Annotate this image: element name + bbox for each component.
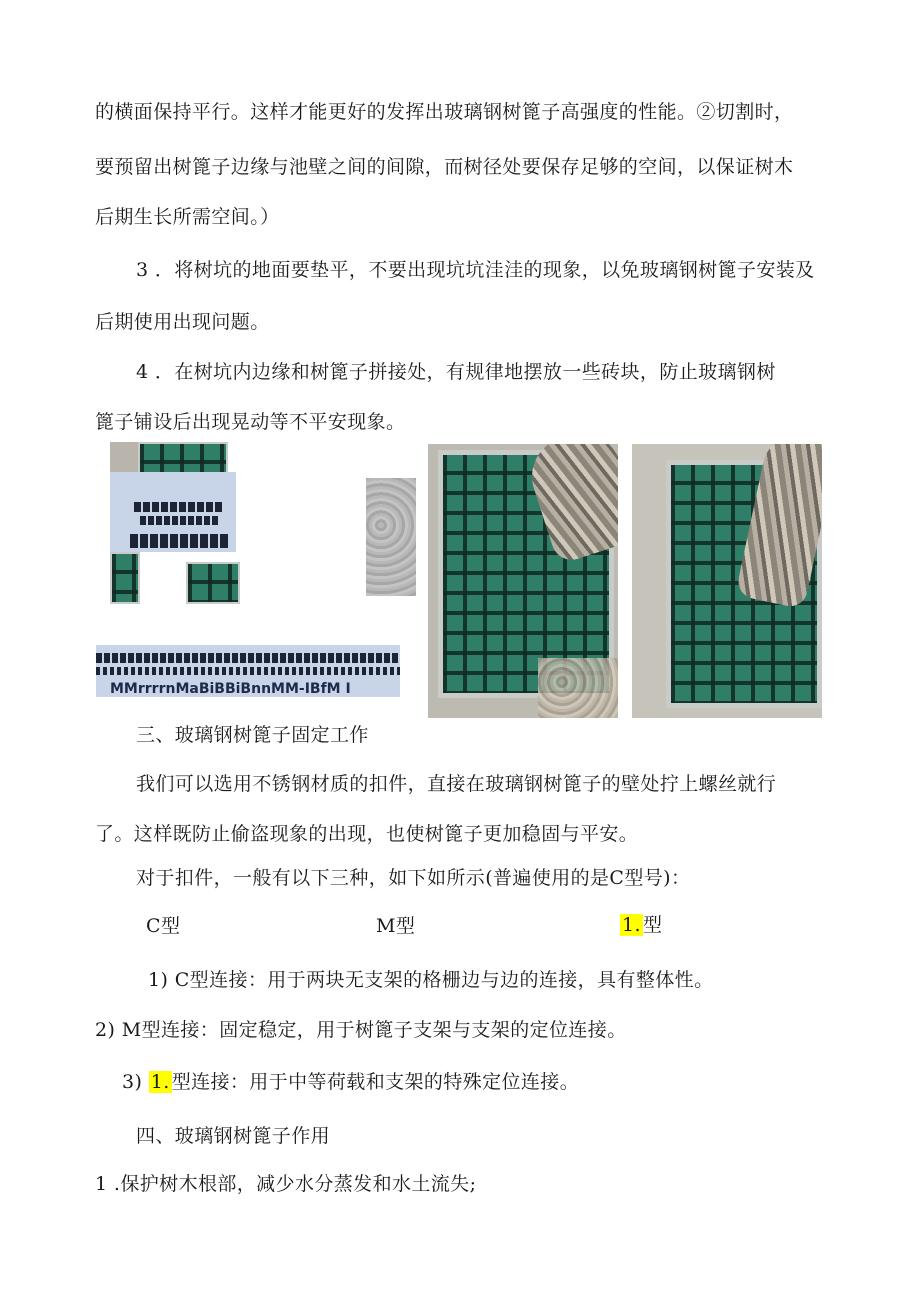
photo-soil-crop bbox=[366, 478, 416, 596]
highlighted-number: 1. bbox=[622, 914, 641, 936]
type-label-c: C型 bbox=[146, 915, 181, 937]
highlighted-number: 1. bbox=[150, 1071, 170, 1093]
paragraph-line: 对于扣件，一般有以下三种，如下如所示(普遍使用的是C型号)： bbox=[136, 867, 691, 889]
list-item: 1) C型连接：用于两块无支架的格栅边与边的连接，具有整体性。 bbox=[148, 969, 714, 991]
garbled-caption-strip bbox=[96, 645, 400, 697]
section-heading: 三、玻璃钢树篦子固定工作 bbox=[136, 724, 369, 746]
list-item: 1 .保护树木根部，减少水分蒸发和水土流失; bbox=[95, 1173, 477, 1195]
section-heading: 四、玻璃钢树篦子作用 bbox=[136, 1125, 331, 1147]
photo-grate-with-trunk-2 bbox=[632, 444, 822, 718]
paragraph-line: 篦子铺设后出现晃动等不平安现象。 bbox=[95, 411, 406, 433]
paragraph-line: 了。这样既防止偷盗现象的出现，也使树篦子更加稳固与平安。 bbox=[95, 823, 639, 845]
list-item: 2) M型连接：固定稳定，用于树篦子支架与支架的定位连接。 bbox=[95, 1019, 627, 1041]
list-item bbox=[122, 1070, 579, 1094]
type-label-l bbox=[620, 910, 662, 940]
paragraph-line: 的横面保持平行。这样才能更好的发挥出玻璃钢树篦子高强度的性能。②切割时， bbox=[95, 101, 794, 123]
paragraph-line: 我们可以选用不锈钢材质的扣件，直接在玻璃钢树篦子的壁处拧上螺丝就行 bbox=[136, 773, 777, 795]
photo-grate-fragmented bbox=[110, 442, 240, 604]
garbled-caption-text: MMrrrrnMaBiBBiBnnMM-IBfM I bbox=[110, 681, 351, 697]
type-label-m: M型 bbox=[376, 915, 416, 937]
type-suffix: 型 bbox=[642, 914, 663, 936]
photo-grate-with-trunk-1 bbox=[428, 444, 618, 718]
paragraph-line: 后期使用出现问题。 bbox=[95, 311, 270, 333]
list-item-prefix: 3) bbox=[122, 1071, 143, 1093]
paragraph-line: 3 ．将树坑的地面要垫平，不要出现坑坑洼洼的现象，以免玻璃钢树篦子安装及 bbox=[136, 259, 815, 281]
paragraph-line: 要预留出树篦子边缘与池壁之间的间隙，而树径处要保存足够的空间，以保证树木 bbox=[95, 156, 794, 178]
paragraph-line: 4 ．在树坑内边缘和树篦子拼接处，有规律地摆放一些砖块，防止玻璃钢树 bbox=[136, 361, 776, 383]
paragraph-line: 后期生长所需空间。） bbox=[95, 206, 280, 228]
list-item-text: 型连接：用于中等荷载和支架的特殊定位连接。 bbox=[171, 1071, 580, 1093]
